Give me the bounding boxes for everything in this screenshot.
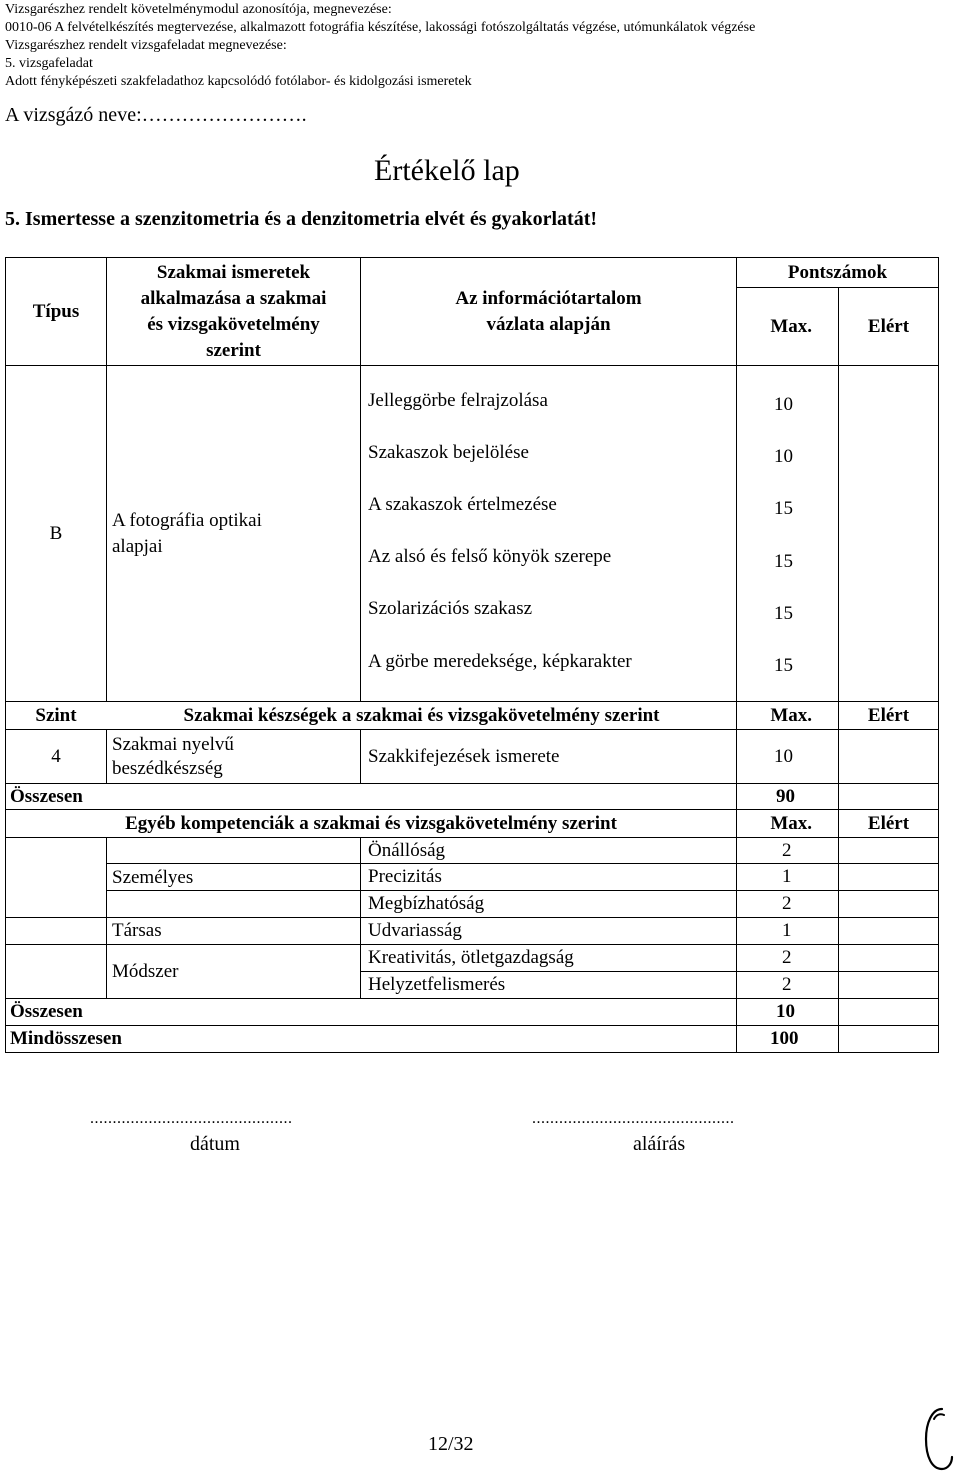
max-score: 15 <box>774 551 793 572</box>
skills-name: Szakmai nyelvű beszédkészség <box>112 733 234 779</box>
max-score: 2 <box>782 974 792 995</box>
max-score: 2 <box>782 839 792 861</box>
handwritten-initials-icon <box>918 1405 956 1475</box>
section-type: B <box>49 522 63 544</box>
grand-total-value: 100 <box>770 1028 799 1049</box>
list-item: A szakaszok értelmezése <box>368 494 557 515</box>
max-score: 2 <box>782 893 792 914</box>
list-item: Kreativitás, ötletgazdagság <box>368 947 574 968</box>
page-title: Értékelő lap <box>374 154 520 187</box>
question: 5. Ismertesse a szenzitometria és a denzitometria elvét és gyakorlatát! <box>5 208 598 230</box>
list-item: Helyzetfelismerés <box>368 974 506 995</box>
list-item: Udvariasság <box>368 920 462 941</box>
list-item: Szolarizációs szakasz <box>368 598 533 619</box>
examinee-name-field: A vizsgázó neve:……………………. <box>5 104 307 126</box>
skills-level: 4 <box>51 745 61 767</box>
other-achieved-header: Elért <box>867 812 910 834</box>
list-item: A görbe meredeksége, képkarakter <box>368 651 632 672</box>
module-name: 0010-06 A felvételkészítés megtervezése, alkalmazott fotográfia készítése, lakossági fotószolgáltatás végzése, utómunkálatok végzése <box>5 20 756 35</box>
group-personal: Személyes <box>112 866 194 888</box>
skills-title: Szakmai készségek a szakmai és vizsgakövetelmény szerint <box>183 704 660 726</box>
skills-item: Szakkifejezések ismerete <box>368 745 560 767</box>
skills-level-header: Szint <box>35 704 77 726</box>
max-score: 15 <box>774 655 793 676</box>
list-item: Az alsó és felső könyök szerepe <box>368 546 612 567</box>
column-header-max: Max. <box>770 315 812 337</box>
subtotal-value: 90 <box>776 785 795 807</box>
column-header-info: Az információtartalom vázlata alapján <box>455 287 642 335</box>
max-score: 1 <box>782 866 792 887</box>
date-label: dátum <box>190 1133 240 1155</box>
list-item: Jelleggörbe felrajzolása <box>368 390 548 411</box>
signature-label: aláírás <box>633 1133 686 1155</box>
column-header-type: Típus <box>32 300 80 322</box>
max-score: 2 <box>782 947 792 968</box>
group-method: Módszer <box>112 960 179 982</box>
subtotal-label: Összesen <box>10 1001 83 1022</box>
module-label: Vizsgarészhez rendelt követelménymodul azonosítója, megnevezése: <box>5 2 392 17</box>
group-social: Társas <box>112 920 162 941</box>
signature-dots: ............................................. <box>532 1110 735 1127</box>
column-header-achieved: Elért <box>867 315 910 337</box>
task-number: 5. vizsgafeladat <box>5 56 93 71</box>
grand-total-label: Mindösszesen <box>10 1028 122 1049</box>
section-topic: A fotográfia optikai alapjai <box>112 509 262 557</box>
subtotal-value: 10 <box>776 1001 795 1022</box>
task-name: Adott fényképészeti szakfeladathoz kapcsolódó fotólabor- és kidolgozási ismeretek <box>5 74 472 89</box>
task-label: Vizsgarészhez rendelt vizsgafeladat megnevezése: <box>5 38 287 53</box>
max-score: 1 <box>782 920 792 941</box>
max-score: 10 <box>774 446 793 467</box>
list-item: Szakaszok bejelölése <box>368 442 529 463</box>
list-item: Megbízhatóság <box>368 893 485 914</box>
subtotal-label: Összesen <box>10 785 83 807</box>
max-score: 10 <box>774 394 793 415</box>
skills-max-header: Max. <box>770 704 812 726</box>
column-header-skills: Szakmai ismeretek alkalmazása a szakmai és vizsgakövetelmény szerint <box>140 261 327 361</box>
other-max-header: Max. <box>770 812 812 834</box>
date-dots: ............................................. <box>90 1110 293 1127</box>
other-competencies-title: Egyéb kompetenciák a szakmai és vizsgakövetelmény szerint <box>125 812 617 834</box>
max-score: 15 <box>774 498 793 519</box>
max-score: 15 <box>774 603 793 624</box>
list-item: Precizitás <box>368 866 442 887</box>
page-number: 12/32 <box>428 1433 474 1455</box>
column-header-points: Pontszámok <box>787 261 888 283</box>
skills-achieved-header: Elért <box>867 704 910 726</box>
skills-max: 10 <box>774 745 793 767</box>
list-item: Önállóság <box>368 839 446 861</box>
